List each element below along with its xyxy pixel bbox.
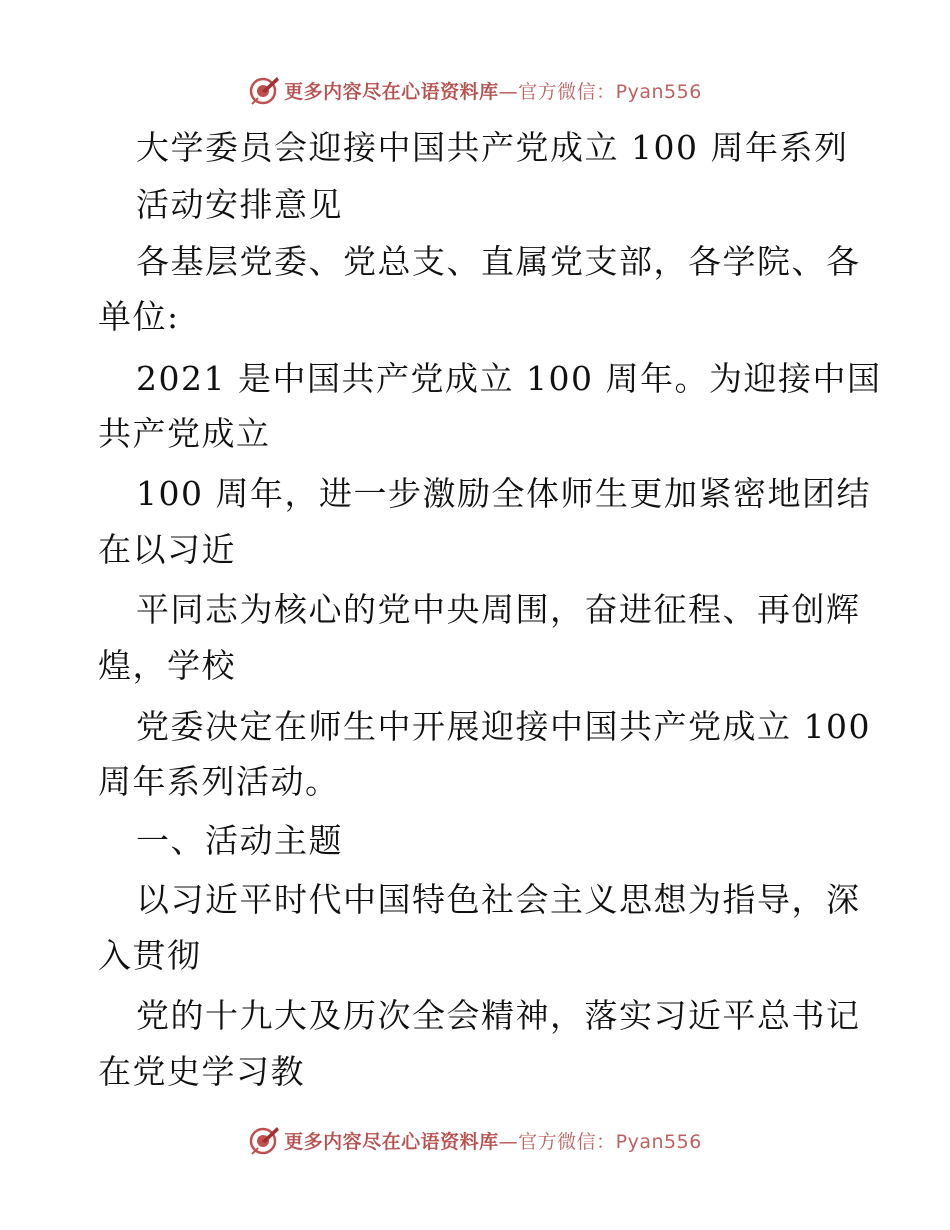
paragraph-line: 平同志为核心的党中央周围，奋进征程、再创辉 <box>136 590 861 629</box>
watermark-text: 更多内容尽在心语资料库—官方微信：Pyan556 <box>284 1130 702 1153</box>
salutation-line-1: 各基层党委、党总支、直属党支部，各学院、各 <box>136 242 861 281</box>
title-line-1: 大学委员会迎接中国共产党成立 100 周年系列 <box>136 128 849 167</box>
paragraph-line: 周年系列活动。 <box>98 762 340 801</box>
paragraph-line: 党委决定在师生中开展迎接中国共产党成立 100 <box>136 707 871 746</box>
paragraph-line: 2021 是中国共产党成立 100 周年。为迎接中国 <box>136 359 882 398</box>
paragraph-line: 党的十九大及历次全会精神，落实习近平总书记 <box>136 996 861 1035</box>
paragraph-line: 100 周年，进一步激励全体师生更加紧密地团结 <box>136 474 871 513</box>
paragraph-line: 在党史学习教 <box>98 1052 305 1091</box>
salutation-line-2: 单位: <box>98 297 180 336</box>
watermark-text: 更多内容尽在心语资料库—官方微信：Pyan556 <box>284 80 702 103</box>
quill-seal-icon <box>248 1124 280 1156</box>
paragraph-line: 在以习近 <box>98 530 236 569</box>
paragraph-line: 以习近平时代中国特色社会主义思想为指导，深 <box>136 880 861 919</box>
paragraph-line: 共产党成立 <box>98 414 271 453</box>
section-heading: 一、活动主题 <box>136 821 343 860</box>
title-line-2: 活动安排意见 <box>136 185 343 224</box>
watermark-header <box>0 70 950 110</box>
paragraph-line: 煌，学校 <box>98 646 236 685</box>
paragraph-line: 入贯彻 <box>98 936 202 975</box>
watermark-footer <box>0 1120 950 1160</box>
quill-seal-icon <box>248 74 280 106</box>
